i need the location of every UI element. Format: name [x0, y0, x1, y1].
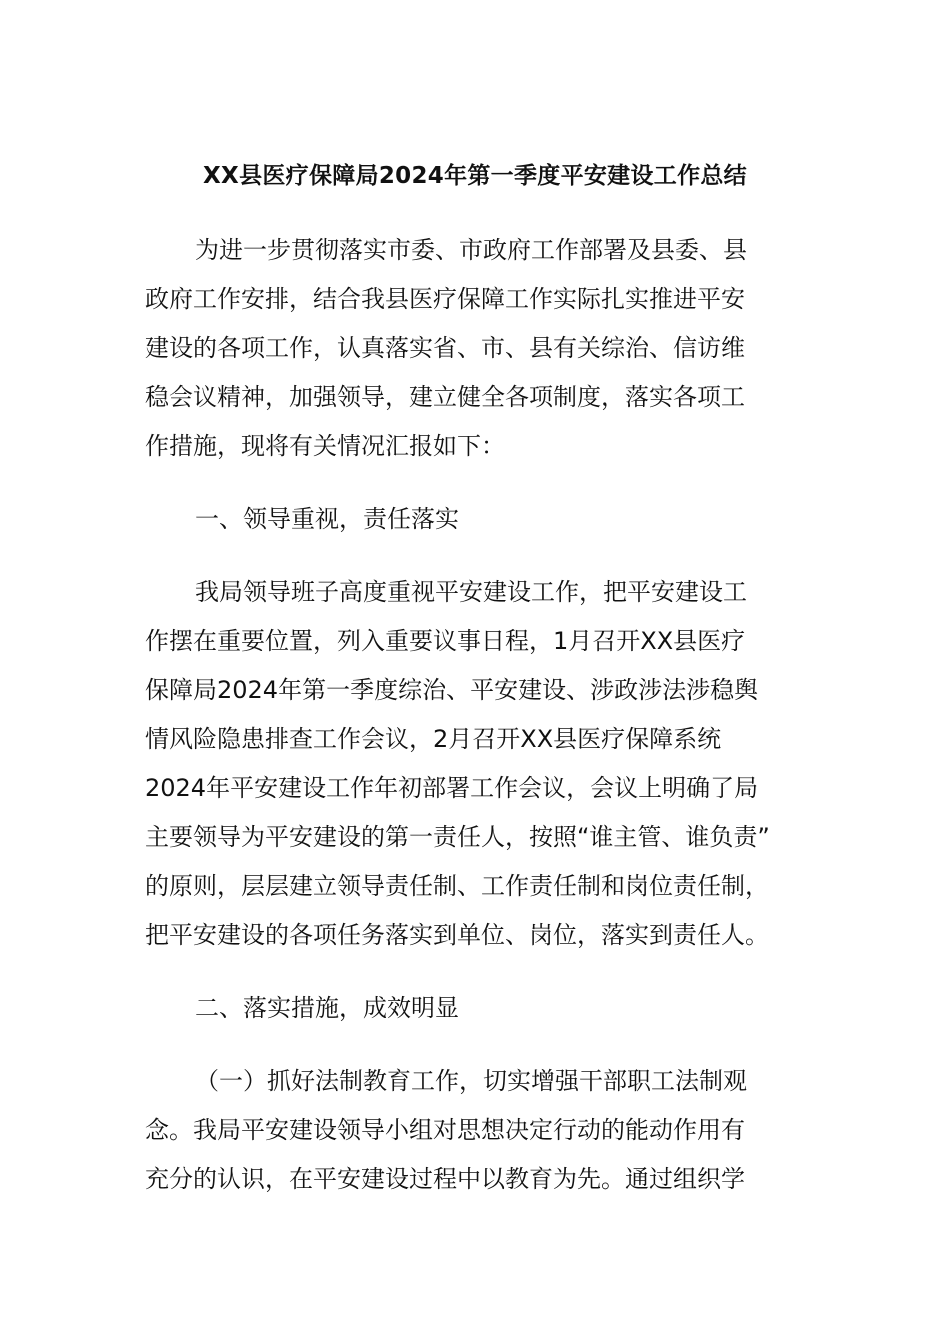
text-line: （一）抓好法制教育工作，切实增强干部职工法制观	[195, 1067, 747, 1095]
text-line: 的原则，层层建立领导责任制、工作责任制和岗位责任制，	[145, 872, 769, 900]
spacer	[145, 471, 810, 495]
text-line: 情风险隐患排查工作会议，2月召开XX县医疗保障系统	[145, 725, 722, 753]
paragraph-leadership	[145, 568, 810, 960]
paragraph-legal-education	[145, 1057, 810, 1204]
text-line: 念。我局平安建设领导小组对思想决定行动的能动作用有	[145, 1116, 745, 1144]
text-line: 保障局2024年第一季度综治、平安建设、涉政涉法涉稳舆	[145, 676, 759, 704]
text-line: 为进一步贯彻落实市委、市政府工作部署及县委、县	[195, 236, 747, 264]
text-line: 充分的认识，在平安建设过程中以教育为先。通过组织学	[145, 1165, 745, 1193]
heading-line: 二、落实措施，成效明显	[195, 994, 459, 1022]
text-line: 把平安建设的各项任务落实到单位、岗位，落实到责任人。	[145, 921, 769, 949]
text-line: 作摆在重要位置，列入重要议事日程，1月召开XX县医疗	[145, 627, 746, 655]
section-heading-1	[145, 495, 810, 544]
document-body	[145, 226, 810, 1204]
section-heading-2	[145, 984, 810, 1033]
document-title: XX县医疗保障局2024年第一季度平安建设工作总结	[203, 163, 747, 189]
spacer	[145, 1033, 810, 1057]
spacer	[145, 544, 810, 568]
text-line: 稳会议精神，加强领导，建立健全各项制度，落实各项工	[145, 383, 745, 411]
spacer	[145, 960, 810, 984]
text-line: 建设的各项工作，认真落实省、市、县有关综治、信访维	[145, 334, 745, 362]
text-line: 2024年平安建设工作年初部署工作会议，会议上明确了局	[145, 774, 759, 802]
paragraph-intro	[145, 226, 810, 471]
heading-line: 一、领导重视，责任落实	[195, 505, 459, 533]
text-line: 作措施，现将有关情况汇报如下：	[145, 432, 505, 460]
text-line: 政府工作安排，结合我县医疗保障工作实际扎实推进平安	[145, 285, 745, 313]
text-line: 主要领导为平安建设的第一责任人，按照“谁主管、谁负责”	[145, 823, 770, 851]
text-line: 我局领导班子高度重视平安建设工作，把平安建设工	[195, 578, 747, 606]
